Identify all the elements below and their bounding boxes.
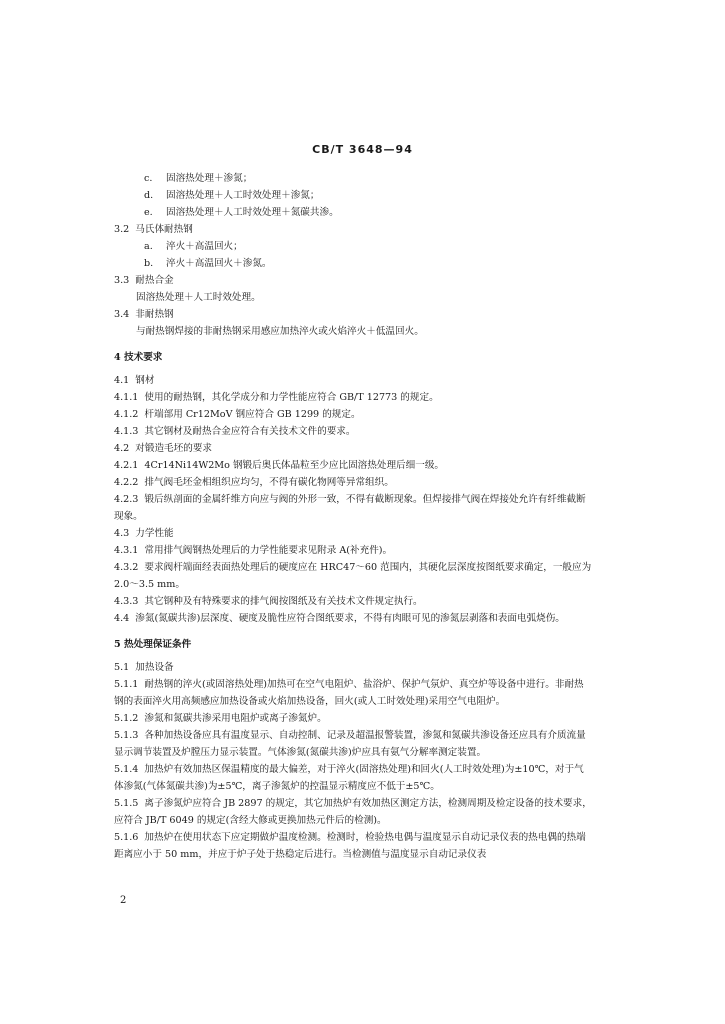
section-3-4-heading [114, 306, 592, 323]
clause-text: 使用的耐热钢，其化学成分和力学性能应符合 GB/T 12773 的规定。 [144, 392, 439, 403]
clause-4-3-2 [114, 559, 592, 593]
clause-4-2-3 [114, 491, 592, 525]
section-3-3-text: 固溶热处理＋人工时效处理。 [136, 292, 261, 303]
list-text: 固溶热处理＋人工时效处理＋渗氮； [166, 190, 320, 201]
list-label: c. [144, 173, 153, 184]
clause-number: 5.1.3 [114, 730, 139, 741]
list-label: b. [144, 258, 154, 269]
clause-text: 离子渗氮炉应符合 JB 2897 的规定，其它加热炉有效加热区测定方法，检测周期及检定设备的技术要求，应符合 JB/T 6049 的规定(含经大修或更换加热元件后的检测)。 [114, 798, 592, 826]
clause-number: 5.1.1 [114, 679, 139, 690]
list-item-b [114, 255, 592, 272]
list-item-d [114, 187, 592, 204]
section-title: 非耐热钢 [135, 309, 174, 320]
clause-text: 要求阀杆端面经表面热处理后的硬度应在 HRC47～60 范围内，其硬化层深度按图纸要求确定，一般应为 2.0～3.5 mm。 [114, 562, 592, 590]
clause-number: 4.2.1 [114, 460, 139, 471]
section-title: 对锻造毛坯的要求 [135, 443, 213, 454]
clause-5-1-1 [114, 676, 592, 710]
chapter-5-heading: 5 热处理保证条件 [114, 639, 192, 650]
document-code-header: CB/T 3648—94 [312, 143, 413, 156]
section-3-4-text: 与耐热钢焊接的非耐热钢采用感应加热淬火或火焰淬火＋低温回火。 [136, 326, 424, 337]
clause-text: 渗氮和氮碳共渗采用电阻炉或离子渗氮炉。 [144, 713, 327, 724]
section-number: 4.2 [114, 443, 130, 454]
section-title: 力学性能 [135, 528, 174, 539]
list-item-c [114, 170, 592, 187]
clause-number: 4.1.3 [114, 426, 139, 437]
list-label: d. [144, 190, 154, 201]
list-item-e [114, 204, 592, 221]
clause-text: 4Cr14Ni14W2Mo 钢锻后奥氏体晶粒至少应比固溶热处理后细一级。 [144, 460, 445, 471]
clause-4-1-1 [114, 389, 592, 406]
clause-text: 常用排气阀钢热处理后的力学性能要求见附录 A(补充件)。 [144, 545, 393, 556]
section-title: 加热设备 [135, 662, 174, 673]
clause-text: 杆端部用 Cr12MoV 钢应符合 GB 1299 的规定。 [144, 409, 361, 420]
clause-text: 加热炉在使用状态下应定期做炉温度检测。检测时，检验热电偶与温度显示自动记录仪表的热电偶的热端距离应小于 50 mm，并应于炉子处于热稳定后进行。当检测值与温度显示自动记录仪表 [114, 832, 586, 860]
document-body [114, 170, 592, 863]
section-3-3-heading [114, 272, 592, 289]
clause-number: 5.1.4 [114, 764, 139, 775]
clause-5-1-5 [114, 795, 592, 829]
list-text: 淬火＋高温回火； [166, 241, 243, 252]
section-title: 钢材 [135, 375, 155, 386]
section-title: 马氏体耐热钢 [135, 224, 193, 235]
clause-number: 4.4 [114, 613, 130, 624]
clause-4-1-2 [114, 406, 592, 423]
clause-text: 锻后纵剖面的金属纤维方向应与阀的外形一致，不得有截断现象。但焊接排气阀在焊接处允许有纤维截断现象。 [114, 494, 586, 522]
clause-text: 渗氮(氮碳共渗)层深度、硬度及脆性应符合图纸要求，不得有肉眼可见的渗氮层剥落和表面电弧烧伤。 [135, 613, 565, 624]
section-number: 3.4 [114, 309, 130, 320]
section-5-1-heading [114, 659, 592, 676]
clause-4-2-1 [114, 457, 592, 474]
section-number: 3.3 [114, 275, 130, 286]
section-3-2-heading [114, 221, 592, 238]
section-4-2-heading [114, 440, 592, 457]
clause-text: 加热炉有效加热区保温精度的最大偏差，对于淬火(固溶热处理)和回火(人工时效处理)为±10℃，对于气体渗氮(气体氮碳共渗)为±5℃，离子渗氮炉的控温显示精度应不低于±5℃。 [114, 764, 584, 792]
clause-text: 其它钢种及有特殊要求的排气阀按图纸及有关技术文件规定执行。 [144, 596, 423, 607]
clause-5-1-3 [114, 727, 592, 761]
clause-number: 5.1.5 [114, 798, 139, 809]
clause-number: 5.1.2 [114, 713, 139, 724]
list-item-a [114, 238, 592, 255]
clause-number: 4.2.3 [114, 494, 139, 505]
clause-5-1-2 [114, 710, 592, 727]
clause-4-3-3 [114, 593, 592, 610]
list-text: 固溶热处理＋渗氮； [166, 173, 253, 184]
chapter-4-heading: 4 技术要求 [114, 352, 163, 363]
section-number: 4.3 [114, 528, 130, 539]
list-text: 固溶热处理＋人工时效处理＋氮碳共渗。 [166, 207, 339, 218]
clause-4-1-3 [114, 423, 592, 440]
list-label: a. [144, 241, 153, 252]
clause-number: 4.2.2 [114, 477, 139, 488]
section-title: 耐热合金 [135, 275, 174, 286]
page-number: 2 [120, 895, 127, 906]
clause-number: 4.3.1 [114, 545, 139, 556]
section-4-1-heading [114, 372, 592, 389]
clause-number: 4.1.1 [114, 392, 139, 403]
list-label: e. [144, 207, 153, 218]
clause-5-1-4 [114, 761, 592, 795]
section-number: 5.1 [114, 662, 130, 673]
clause-text: 各种加热设备应具有温度显示、自动控制、记录及超温报警装置，渗氮和氮碳共渗设备还应具有介质流量显示调节装置及炉膛压力显示装置。气体渗氮(氮碳共渗)炉应具有氨气分解率测定装置。 [114, 730, 586, 758]
clause-number: 5.1.6 [114, 832, 139, 843]
clause-4-4 [114, 610, 592, 627]
section-number: 3.2 [114, 224, 130, 235]
clause-number: 4.1.2 [114, 409, 139, 420]
clause-4-2-2 [114, 474, 592, 491]
section-4-3-heading [114, 525, 592, 542]
clause-text: 排气阀毛坯金相组织应均匀，不得有碳化物网等异常组织。 [144, 477, 394, 488]
clause-number: 4.3.3 [114, 596, 139, 607]
clause-text: 其它钢材及耐热合金应符合有关技术文件的要求。 [144, 426, 356, 437]
clause-4-3-1 [114, 542, 592, 559]
clause-number: 4.3.2 [114, 562, 139, 573]
section-number: 4.1 [114, 375, 130, 386]
clause-text: 耐热钢的淬火(或固溶热处理)加热可在空气电阻炉、盐浴炉、保护气氛炉、真空炉等设备中进行。非耐热钢的表面淬火用高频感应加热设备或火焰加热设备，回火(或人工时效处理)采用空气电阻炉。 [114, 679, 584, 707]
list-text: 淬火＋高温回火＋渗氮。 [166, 258, 272, 269]
clause-5-1-6 [114, 829, 592, 863]
